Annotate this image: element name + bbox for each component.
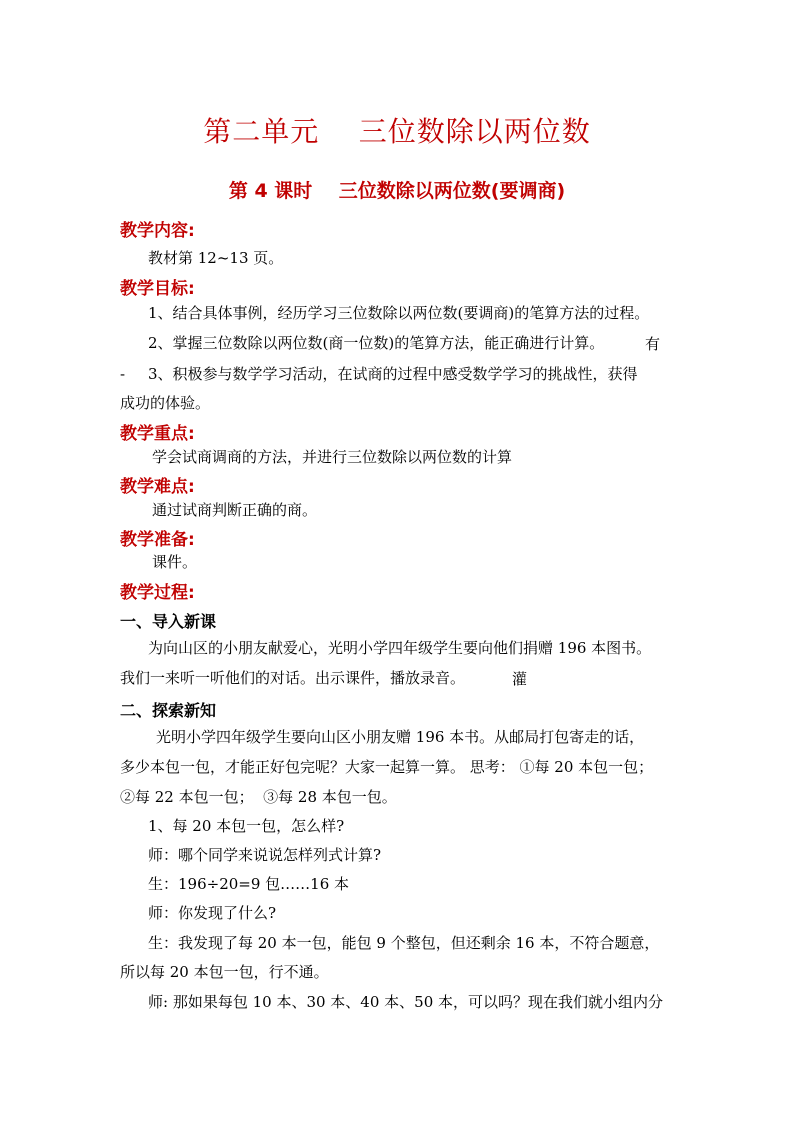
goal-3-continued: 成功的体验。 bbox=[120, 394, 211, 412]
page-title: 第二单元 三位数除以两位数 bbox=[203, 115, 591, 148]
heading-preparation: 教学准备: bbox=[120, 530, 195, 550]
heading-key-point: 教学重点: bbox=[120, 424, 195, 444]
intro-paragraph-2: 我们一来听一听他们的对话。出示课件，播放录音。 bbox=[120, 669, 466, 687]
preparation-text: 课件。 bbox=[152, 553, 198, 571]
heading-difficulty: 教学难点: bbox=[120, 477, 195, 497]
explore-line-6: 所以每 20 本包一包，行不通。 bbox=[120, 963, 329, 981]
explore-line-7: 师: 那如果每包 10 本、30 本、40 本、50 本，可以吗？现在我们就小组内分 bbox=[148, 993, 664, 1011]
heading-goals: 教学目标: bbox=[120, 279, 195, 299]
explore-line-1: 1、每 20 本包一包，怎么样? bbox=[148, 817, 345, 835]
stray-character: 有 bbox=[645, 335, 661, 353]
goal-3-prefix: - bbox=[120, 365, 126, 383]
lesson-subtitle: 第 4 课时 三位数除以两位数(要调商) bbox=[228, 180, 566, 202]
goal-3: 3、积极参与数学学习活动，在试商的过程中感受数学学习的挑战性，获得 bbox=[148, 365, 638, 383]
section-explore-heading: 二、探索新知 bbox=[120, 701, 217, 720]
section-intro-heading: 一、导入新课 bbox=[120, 612, 217, 631]
content-text: 教材第 12~13 页。 bbox=[148, 249, 284, 267]
difficulty-text: 通过试商判断正确的商。 bbox=[152, 501, 318, 519]
explore-line-2: 师：哪个同学来说说怎样列式计算? bbox=[148, 846, 382, 864]
intro-paragraph-1: 为向山区的小朋友献爱心，光明小学四年级学生要向他们捐赠 196 本图书。 bbox=[148, 639, 652, 657]
explore-paragraph-1: 光明小学四年级学生要向山区小朋友赠 196 本书。从邮局打包寄走的话， bbox=[156, 728, 645, 746]
heading-process: 教学过程: bbox=[120, 583, 195, 603]
explore-paragraph-2: 多少本包一包，才能正好包完呢？大家一起算一算。 思考： ①每 20 本包一包； bbox=[120, 758, 654, 776]
explore-line-4: 师：你发现了什么? bbox=[148, 904, 277, 922]
heading-content: 教学内容: bbox=[120, 221, 195, 241]
goal-2: 2、掌握三位数除以两位数(商一位数)的笔算方法，能正确进行计算。 bbox=[148, 334, 605, 352]
stray-character-2: 灌 bbox=[512, 670, 528, 688]
goal-1: 1、结合具体事例，经历学习三位数除以两位数(要调商)的笔算方法的过程。 bbox=[148, 304, 650, 322]
explore-line-3: 生：196÷20=9 包……16 本 bbox=[148, 875, 350, 893]
explore-paragraph-3: ②每 22 本包一包； ③每 28 本包一包。 bbox=[120, 788, 397, 806]
key-point-text: 学会试商调商的方法，并进行三位数除以两位数的计算 bbox=[152, 448, 513, 466]
explore-line-5: 生：我发现了每 20 本一包，能包 9 个整包，但还剩余 16 本，不符合题意， bbox=[148, 934, 660, 952]
